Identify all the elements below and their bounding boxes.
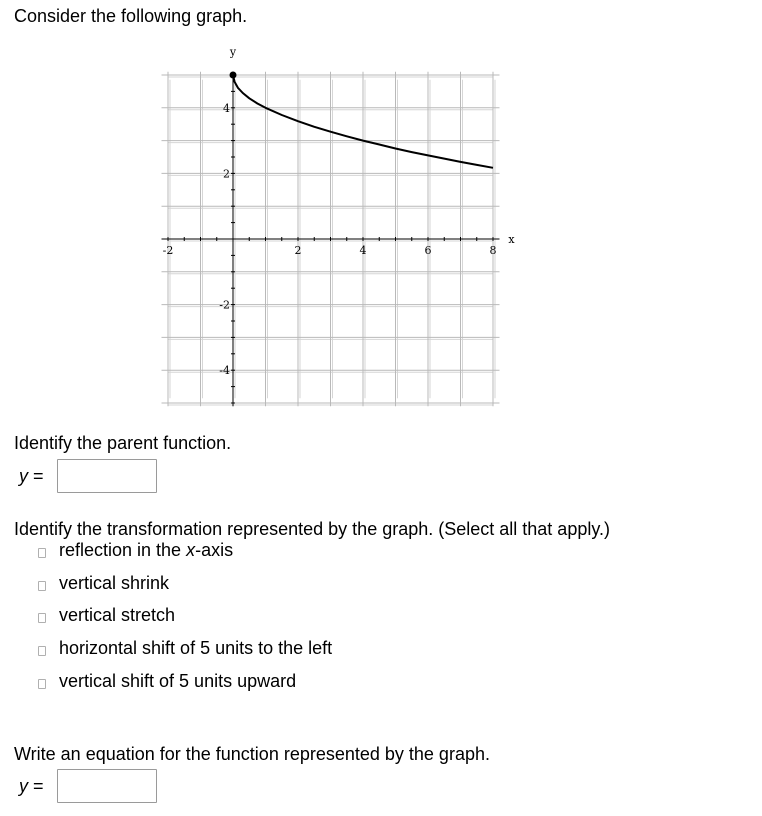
question-equation-prompt: Write an equation for the function represented by the graph. bbox=[14, 744, 490, 764]
checkbox[interactable] bbox=[38, 646, 46, 656]
option-horizontal-shift-left[interactable] bbox=[38, 637, 332, 659]
y-variable: y bbox=[19, 775, 28, 796]
option-label: reflection in the x-axis bbox=[59, 540, 234, 560]
intro-text: Consider the following graph. bbox=[14, 6, 248, 26]
option-label: vertical shift of 5 units upward bbox=[59, 671, 297, 691]
option-label: vertical stretch bbox=[59, 605, 176, 625]
checkbox[interactable] bbox=[38, 548, 46, 558]
parent-function-y-label bbox=[19, 466, 57, 487]
checkbox[interactable] bbox=[38, 679, 46, 689]
question-transformation-prompt: Identify the transformation represented by the graph. (Select all that apply.) bbox=[14, 519, 610, 539]
x-tick-label: 6 bbox=[424, 244, 432, 257]
y-tick-label: 4 bbox=[223, 101, 230, 115]
option-vertical-shrink[interactable] bbox=[38, 572, 169, 594]
parent-function-input[interactable] bbox=[57, 459, 157, 493]
x-tick-label: -2 bbox=[162, 244, 174, 257]
y-tick-label: -2 bbox=[219, 298, 230, 312]
option-label: horizontal shift of 5 units to the left bbox=[59, 638, 333, 658]
option-vertical-shift-upward[interactable] bbox=[38, 670, 296, 692]
option-vertical-stretch[interactable] bbox=[38, 604, 175, 626]
equation-input[interactable] bbox=[57, 769, 157, 803]
y-tick-label: -4 bbox=[219, 364, 230, 378]
option-reflection-x-axis[interactable] bbox=[38, 539, 233, 561]
x-axis-label: x bbox=[508, 233, 515, 246]
equals-sign: = bbox=[33, 465, 44, 486]
question-parent-function-prompt: Identify the parent function. bbox=[14, 433, 232, 453]
curve-start-point bbox=[230, 72, 237, 79]
y-axis-label: y bbox=[229, 45, 237, 59]
option-label: vertical shrink bbox=[59, 573, 170, 593]
y-variable: y bbox=[19, 465, 28, 486]
x-tick-label: 4 bbox=[359, 244, 367, 257]
y-tick-label: 2 bbox=[223, 167, 230, 181]
equation-answer-row bbox=[19, 768, 157, 804]
checkbox[interactable] bbox=[38, 613, 46, 623]
curve-layer bbox=[230, 72, 494, 168]
x-tick-label: 8 bbox=[489, 244, 497, 257]
parent-function-answer-row bbox=[19, 458, 157, 494]
equals-sign: = bbox=[33, 775, 44, 796]
equation-y-label bbox=[19, 776, 57, 797]
x-tick-label: 2 bbox=[294, 244, 302, 257]
checkbox[interactable] bbox=[38, 581, 46, 591]
